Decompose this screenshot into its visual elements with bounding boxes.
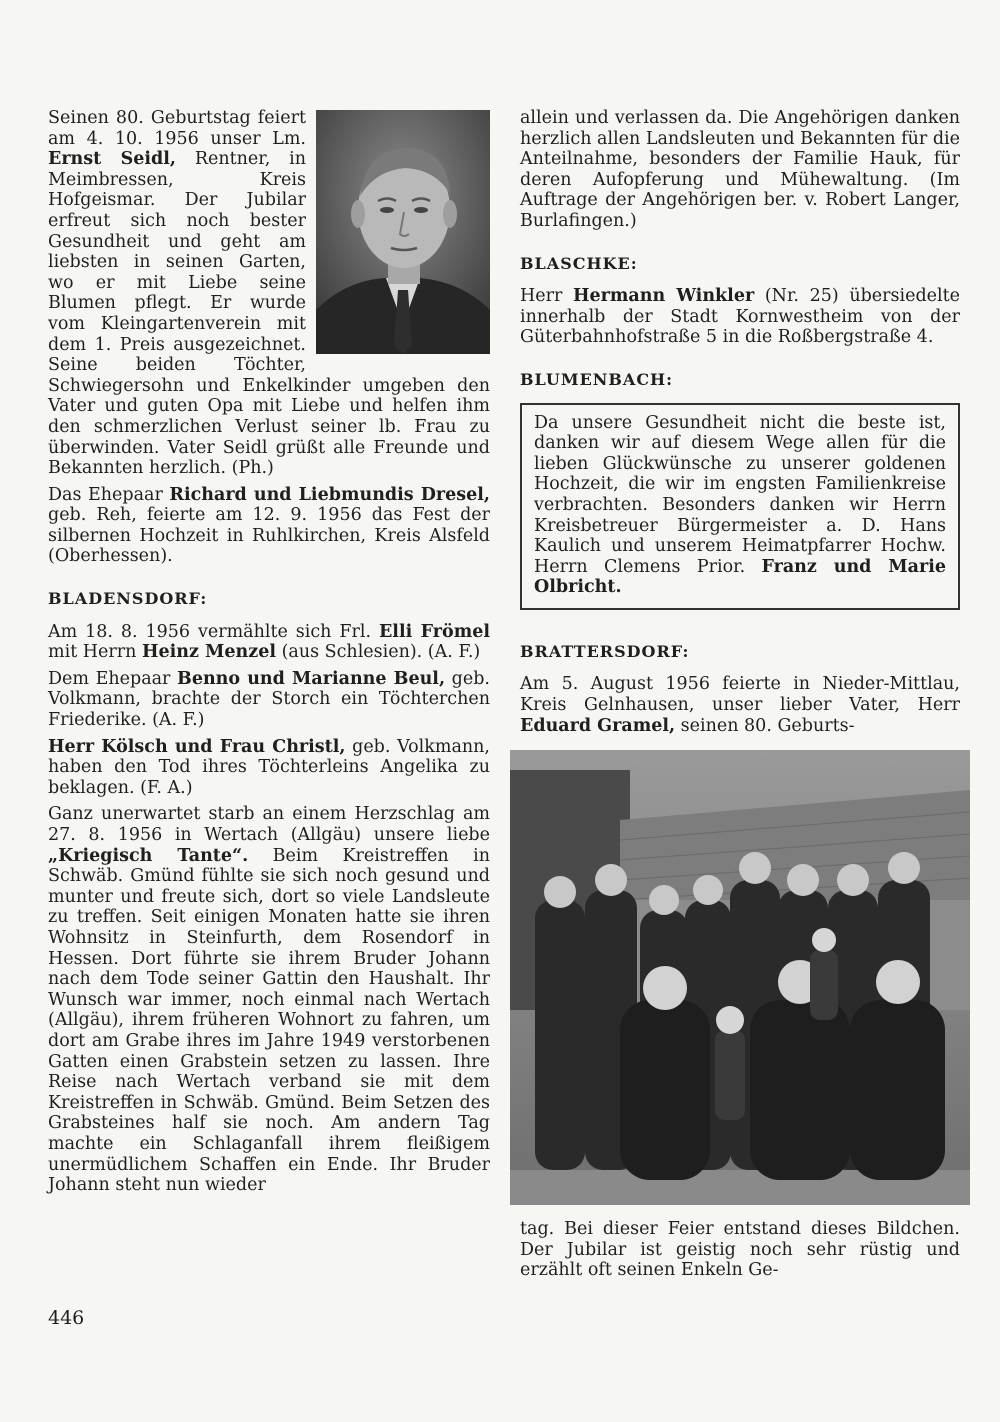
text: Das Ehepaar (48, 484, 170, 505)
paragraph-gramel (520, 674, 960, 736)
section-heading-bladensdorf: BLADENSDORF: (48, 589, 208, 609)
group-photo (510, 750, 970, 1205)
section-heading-blaschke: BLASCHKE: (520, 253, 638, 273)
paragraph-koelsch (48, 737, 490, 799)
text: (aus Schlesien). (A. F.) (276, 642, 481, 663)
text: Ganz unerwartet starb an einem Herzschlag am 27. 8. 1956 in Wertach (Allgäu) unsere liebe (48, 804, 490, 845)
text: Dem Ehepaar (48, 668, 178, 689)
page-number: 446 (48, 1307, 85, 1329)
person-name: Eduard Gramel, (520, 715, 676, 736)
text: Da unsere Gesundheit nicht die beste ist, danken wir auf diesem Wege allen für die lieben Glückwünsche zu unserer goldenen Hochzeit, die wir im engsten Familienkreise verbrachten. Besonders danken wir Herrn Kreisbetreuer Bürgermeister a. D. Hans Kaulich und unserem Heimatpfarrer Hochw. Herrn Clemens Prior. (534, 412, 946, 577)
paragraph-kriegisch-tante (48, 804, 490, 1195)
left-column (48, 108, 490, 1202)
person-name: Franz und Marie Olbricht. (534, 556, 946, 598)
group-photo-illustration (510, 750, 970, 1205)
paragraph-continued: allein und verlassen da. Die Angehörigen danken herzlich allen Landsleuten und Bekannten für die Anteilnahme, besonders der Familie Hauk, für deren Aufopferung und Mühewaltung. (Im Auftrage der Angehörigen ber. v. Robert Langer, Burlafingen.) (520, 108, 960, 231)
paragraph-dresel (48, 485, 490, 567)
text: geb. Reh, feierte am 12. 9. 1956 das Fest der silbernen Hochzeit in Ruhlkirchen, Kreis Alsfeld (Oberhessen). (48, 505, 490, 567)
paragraph-winkler (520, 286, 960, 348)
text: Herr (520, 286, 573, 307)
person-name: Heinz Menzel (141, 642, 276, 663)
text: Rentner, in Meimbressen, Kreis Hofgeismar. Der Jubilar erfreut sich noch bester Gesundheit und geht am liebsten in seinen Garten, wo er mit Liebe seine Blumen pflegt. Er wurde vom Kleingartenverein mit dem 1. Preis ausgezeichnet. Seine beiden Töchter, Schwiegersohn und Enkelkinder umgeben den Vater und guten Opa mit Liebe und helfen ihm den schmerzlichen Verlust seiner lb. Frau zu überwinden. Vater Seidl grüßt alle Freunde und Bekannten herzlich. (Ph.) (48, 149, 490, 479)
section-heading-blumenbach: BLUMENBACH: (520, 369, 674, 389)
section-heading-brattersdorf: BRATTERSDORF: (520, 641, 690, 661)
person-name: Herr Kölsch und Frau Christl, (48, 736, 346, 757)
text: (Nr. 25) übersiedelte innerhalb der Stadt Kornwestheim von der Güterbahnhofstraße 5 in die Roßbergstraße 4. (520, 286, 960, 348)
paragraph-beul (48, 669, 490, 731)
text: Beim Kreistreffen in Schwäb. Gmünd fühlte sie sich noch gesund und munter und freute sich, dort so viele Landsleute zu treffen. Seit einigen Monaten hatte sie ihren Wohnsitz in Steinfurth, dem Rosendorf in Hessen. Dort führte sie ihrem Bruder Johann nach dem Tode seiner Gattin den Haushalt. Ihr Wunsch war immer, noch einmal nach Wertach (Allgäu), ihrem früheren Wohnort zu fahren, um dort am Grabe ihres im Jahre 1949 verstorbenen Gatten einen Grabstein setzen zu lassen. Ihre Reise nach Wertach verband sie mit dem Kreistreffen in Schwäb. Gmünd. Beim Setzen des Grabsteines half sie noch. Am andern Tag machte ein Schlaganfall ihrem fleißigem unermüdlichem Schaffen ein Ende. Ihr Bruder Johann steht nun wieder (48, 845, 490, 1196)
paragraph-froemel-menzel (48, 622, 490, 663)
text: seinen 80. Geburts- (675, 715, 855, 736)
framed-notice (520, 403, 960, 610)
person-name: Hermann Winkler (572, 286, 755, 307)
person-name: „Kriegisch Tante“. (48, 845, 249, 866)
text: geb. Volkmann, brachte der Storch ein Töchterchen Friederike. (A. F.) (48, 668, 490, 731)
portrait-illustration (316, 110, 490, 354)
text: geb. Volkmann, haben den Tod ihres Töchterleins Angelika zu beklagen. (F. A.) (48, 736, 490, 798)
paragraph-gramel-continued: tag. Bei dieser Feier entstand dieses Bildchen. Der Jubilar ist geistig noch sehr rüstig und erzählt oft seinen Enkeln Ge- (520, 1219, 960, 1281)
person-name: Benno und Marianne Beul, (177, 668, 446, 689)
person-name: Elli Frömel (378, 621, 490, 642)
person-name: Richard und Liebmundis Dresel, (169, 484, 490, 505)
portrait-photo (316, 110, 490, 354)
text: Am 5. August 1956 feierte in Nieder-Mittlau, Kreis Gelnhausen, unser lieber Vater, Herr (520, 674, 960, 716)
text: Seinen 80. Geburtstag feiert am 4. 10. 1956 unser Lm. (48, 108, 306, 149)
text: mit Herrn (48, 642, 142, 663)
text: Am 18. 8. 1956 vermählte sich Frl. (48, 621, 379, 642)
person-name: Ernst Seidl, (48, 149, 176, 170)
right-column (520, 108, 960, 1287)
